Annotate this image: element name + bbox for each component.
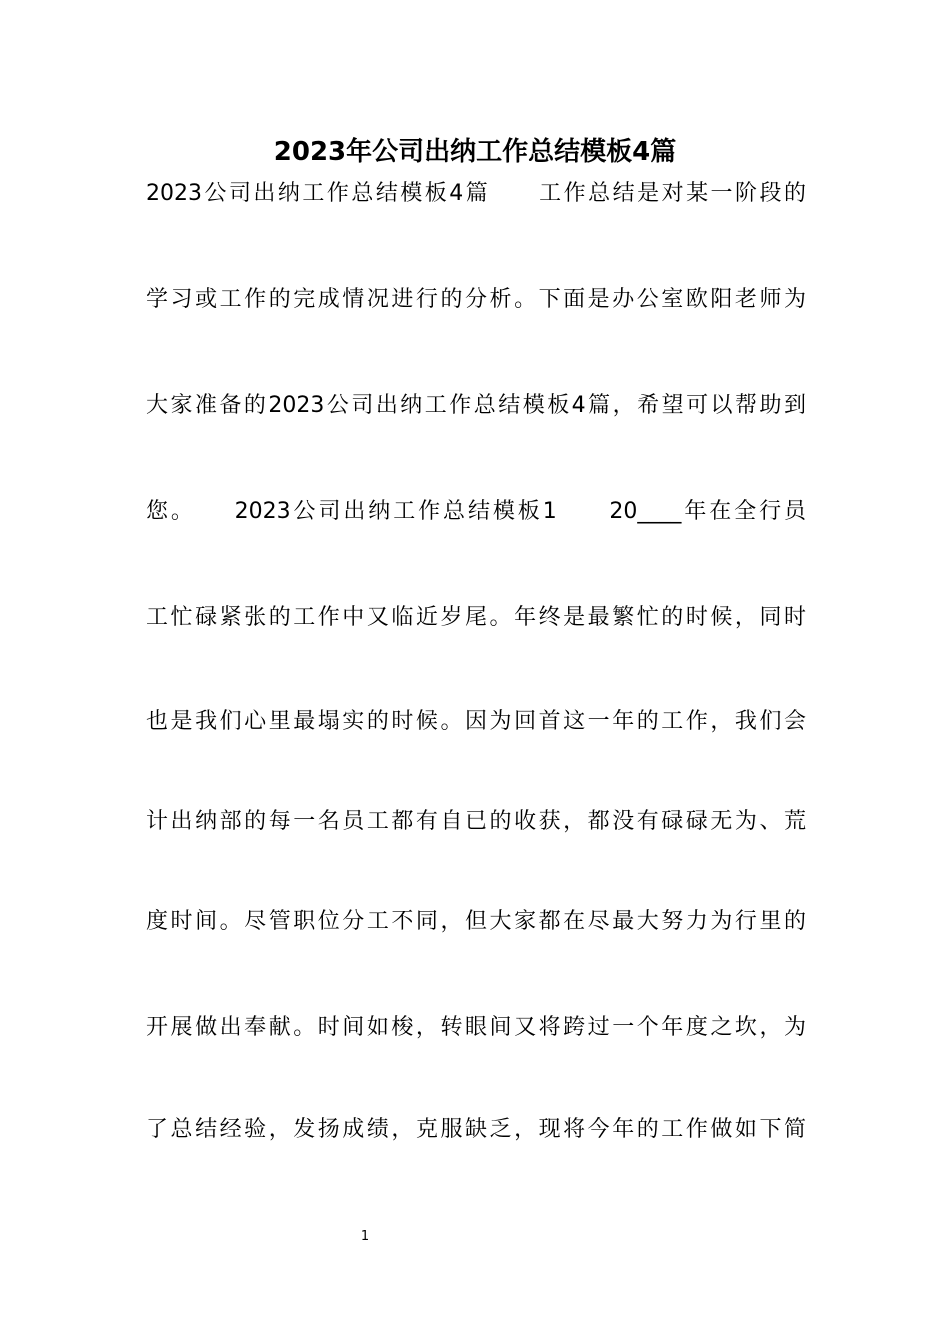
body-line: 工忙碌紧张的工作中又临近岁尾。年终是最繁忙的时候，同时 xyxy=(146,605,806,630)
body-line: 度时间。尽管职位分工不同，但大家都在尽最大努力为行里的 xyxy=(146,909,806,934)
page-number: 1 xyxy=(360,1229,370,1244)
body-line: 学习或工作的完成情况进行的分析。下面是办公室欧阳老师为 xyxy=(146,287,806,312)
body-line: 2023公司出纳工作总结模板4篇 工作总结是对某一阶段的 xyxy=(146,181,806,206)
body-line: 了总结经验，发扬成绩，克服缺乏，现将今年的工作做如下简 xyxy=(146,1117,806,1142)
body-line: 您。 2023公司出纳工作总结模板1 20____年在全行员 xyxy=(146,499,806,524)
body-line: 大家准备的2023公司出纳工作总结模板4篇，希望可以帮助到 xyxy=(146,393,806,418)
body-line: 计出纳部的每一名员工都有自已的收获，都没有碌碌无为、荒 xyxy=(146,809,806,834)
body-line: 开展做出奉献。时间如梭，转眼间又将跨过一个年度之坎，为 xyxy=(146,1015,806,1040)
body-line: 也是我们心里最塌实的时候。因为回首这一年的工作，我们会 xyxy=(146,709,806,734)
document-title: 2023年公司出纳工作总结模板4篇 xyxy=(273,137,677,167)
